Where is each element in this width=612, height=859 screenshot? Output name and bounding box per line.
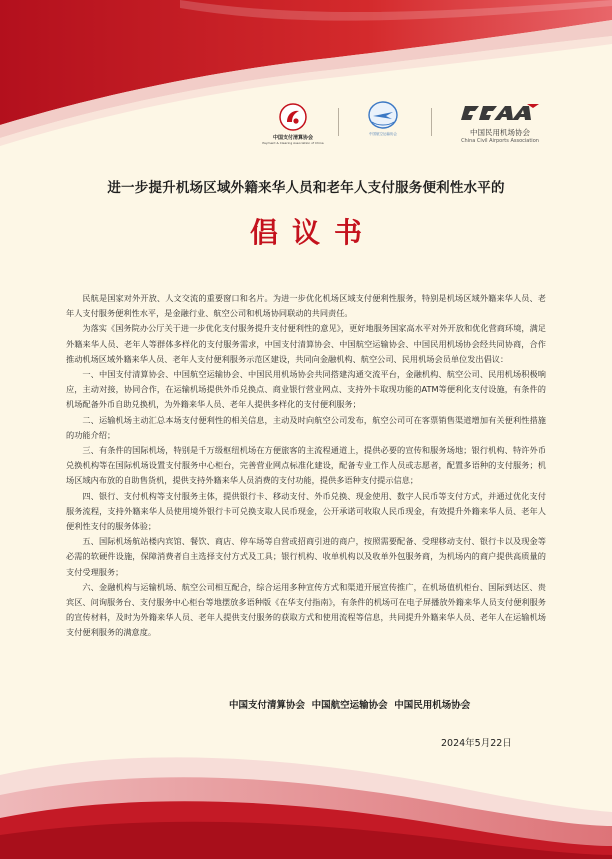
cata-emblem-icon [366,100,400,130]
logo-separator [431,108,432,136]
pcac-emblem-icon [278,102,308,132]
paragraph: 民航是国家对外开放、人文交流的重要窗口和名片。为进一步优化机场区域支付便利性服务，特别是机场区域外籍来华人员、老年人支付服务便利性水平，是金融行业、航空公司和机场协同联动的共同责任。 [66,293,546,319]
paragraph: 四、银行、支付机构等支付服务主体，提供银行卡、移动支付、外币兑换、现金使用、数字人民币等支付方式，并通过优化支付服务流程，支持外籍来华人员使用境外银行卡可兑换支取人民币现金，公开承诺可收取人民币现金，有效提升外籍来华人员、老年人便利性支付的服务体验； [66,490,546,532]
document-date: 2024年5月22日 [441,738,512,749]
document-body [66,291,546,641]
signer-ccaa: 中国民用机场协会 [394,700,471,711]
ccaa-wordmark-icon [461,102,539,124]
signatories [0,697,612,711]
ccaa-name-en: China Civil Airports Association [461,138,539,144]
ccaa-name-cn: 中国民用机场协会 [470,128,530,137]
paragraph: 六、金融机构与运输机场、航空公司相互配合，综合运用多种宣传方式和渠道开展宣传推广，在机场值机柜台、国际到达区、贵宾区、问询服务台、支付服务中心柜台等地摆放多语种版《在华支付指南》，有条件的机场可在电子屏播放外籍来华人员支付便利服务的宣传材料，及时为外籍来华人员、老年人提供支付服务的获取方式和使用流程等信息，共同提升外籍来华人员、老年人在运输机场支付便利服务的满意度。 [66,581,546,638]
pcac-logo [262,102,324,145]
document-headline: 倡议书 [249,216,376,249]
signer-cata: 中国航空运输协会 [311,700,388,711]
pcac-name-cn: 中国支付清算协会 [272,135,313,141]
paragraph: 为落实《国务院办公厅关于进一步优化支付服务提升支付便利性的意见》，更好地服务国家高水平对外开放和优化营商环境，满足外籍来华人员、老年人等群体多样化的支付服务需求，中国支付清算协会、中国航空运输协会、中国民用机场协会经共同协商，合作推动机场区域外籍来华人员、老年人支付便利服务示范区建设，共同向金融机构、航空公司、民用机场会员单位发出倡议： [66,323,546,364]
signer-pcac: 中国支付清算协会 [229,700,306,711]
paragraph: 二、运输机场主动汇总本场支付便利性的相关信息，主动及时向航空公司发布，航空公司可在客票销售渠道增加有关便利性措施的功能介绍； [66,414,546,440]
cata-name-cn: 中国航空运输协会 [369,132,397,136]
logo-bar [0,100,612,160]
paragraph: 五、国际机场航站楼内宾馆、餐饮、商店、停车场等自营或招商引进的商户，按照需要配备、受理移动支付、银行卡以及现金等必需的软硬件设施，保障消费者自主选择支付方式及工具；银行机构、收单机构以及收单外包服务商，为机场内的商户提供高质量的支付受理服务； [66,536,546,577]
paragraph: 三、有条件的国际机场，特别是千万级枢纽机场在方便旅客的主流程通道上，提供必要的宣传和服务场地；银行机构、特许外币兑换机构等在国际机场设置支付服务中心柜台，完善营业网点标准化建设，配备专业工作人员或志愿者，配置多语种的支付服务；机场区域内布放的自助售货机，提供支持外籍来华人员消费的支付功能，提供多语种支付提示信息； [66,445,546,486]
ccaa-logo [450,102,550,144]
logo-separator [338,108,339,136]
document-title: 进一步提升机场区域外籍来华人员和老年人支付服务便利性水平的 [107,180,505,196]
pcac-name-en: Payment & Clearing Association of China [262,141,324,145]
cata-logo [355,100,411,137]
paragraph: 一、中国支付清算协会、中国航空运输协会、中国民用机场协会共同搭建沟通交流平台，金融机构、航空公司、民用机场积极响应，主动对接，协同合作，在运输机场提供外币兑换点、商业银行营业网点、支持外卡取现功能的ATM等便利化支付设施，有条件的机场配备外币自助兑换机，为外籍来华人员、老年人提供多样化的支付便利服务； [66,369,546,410]
